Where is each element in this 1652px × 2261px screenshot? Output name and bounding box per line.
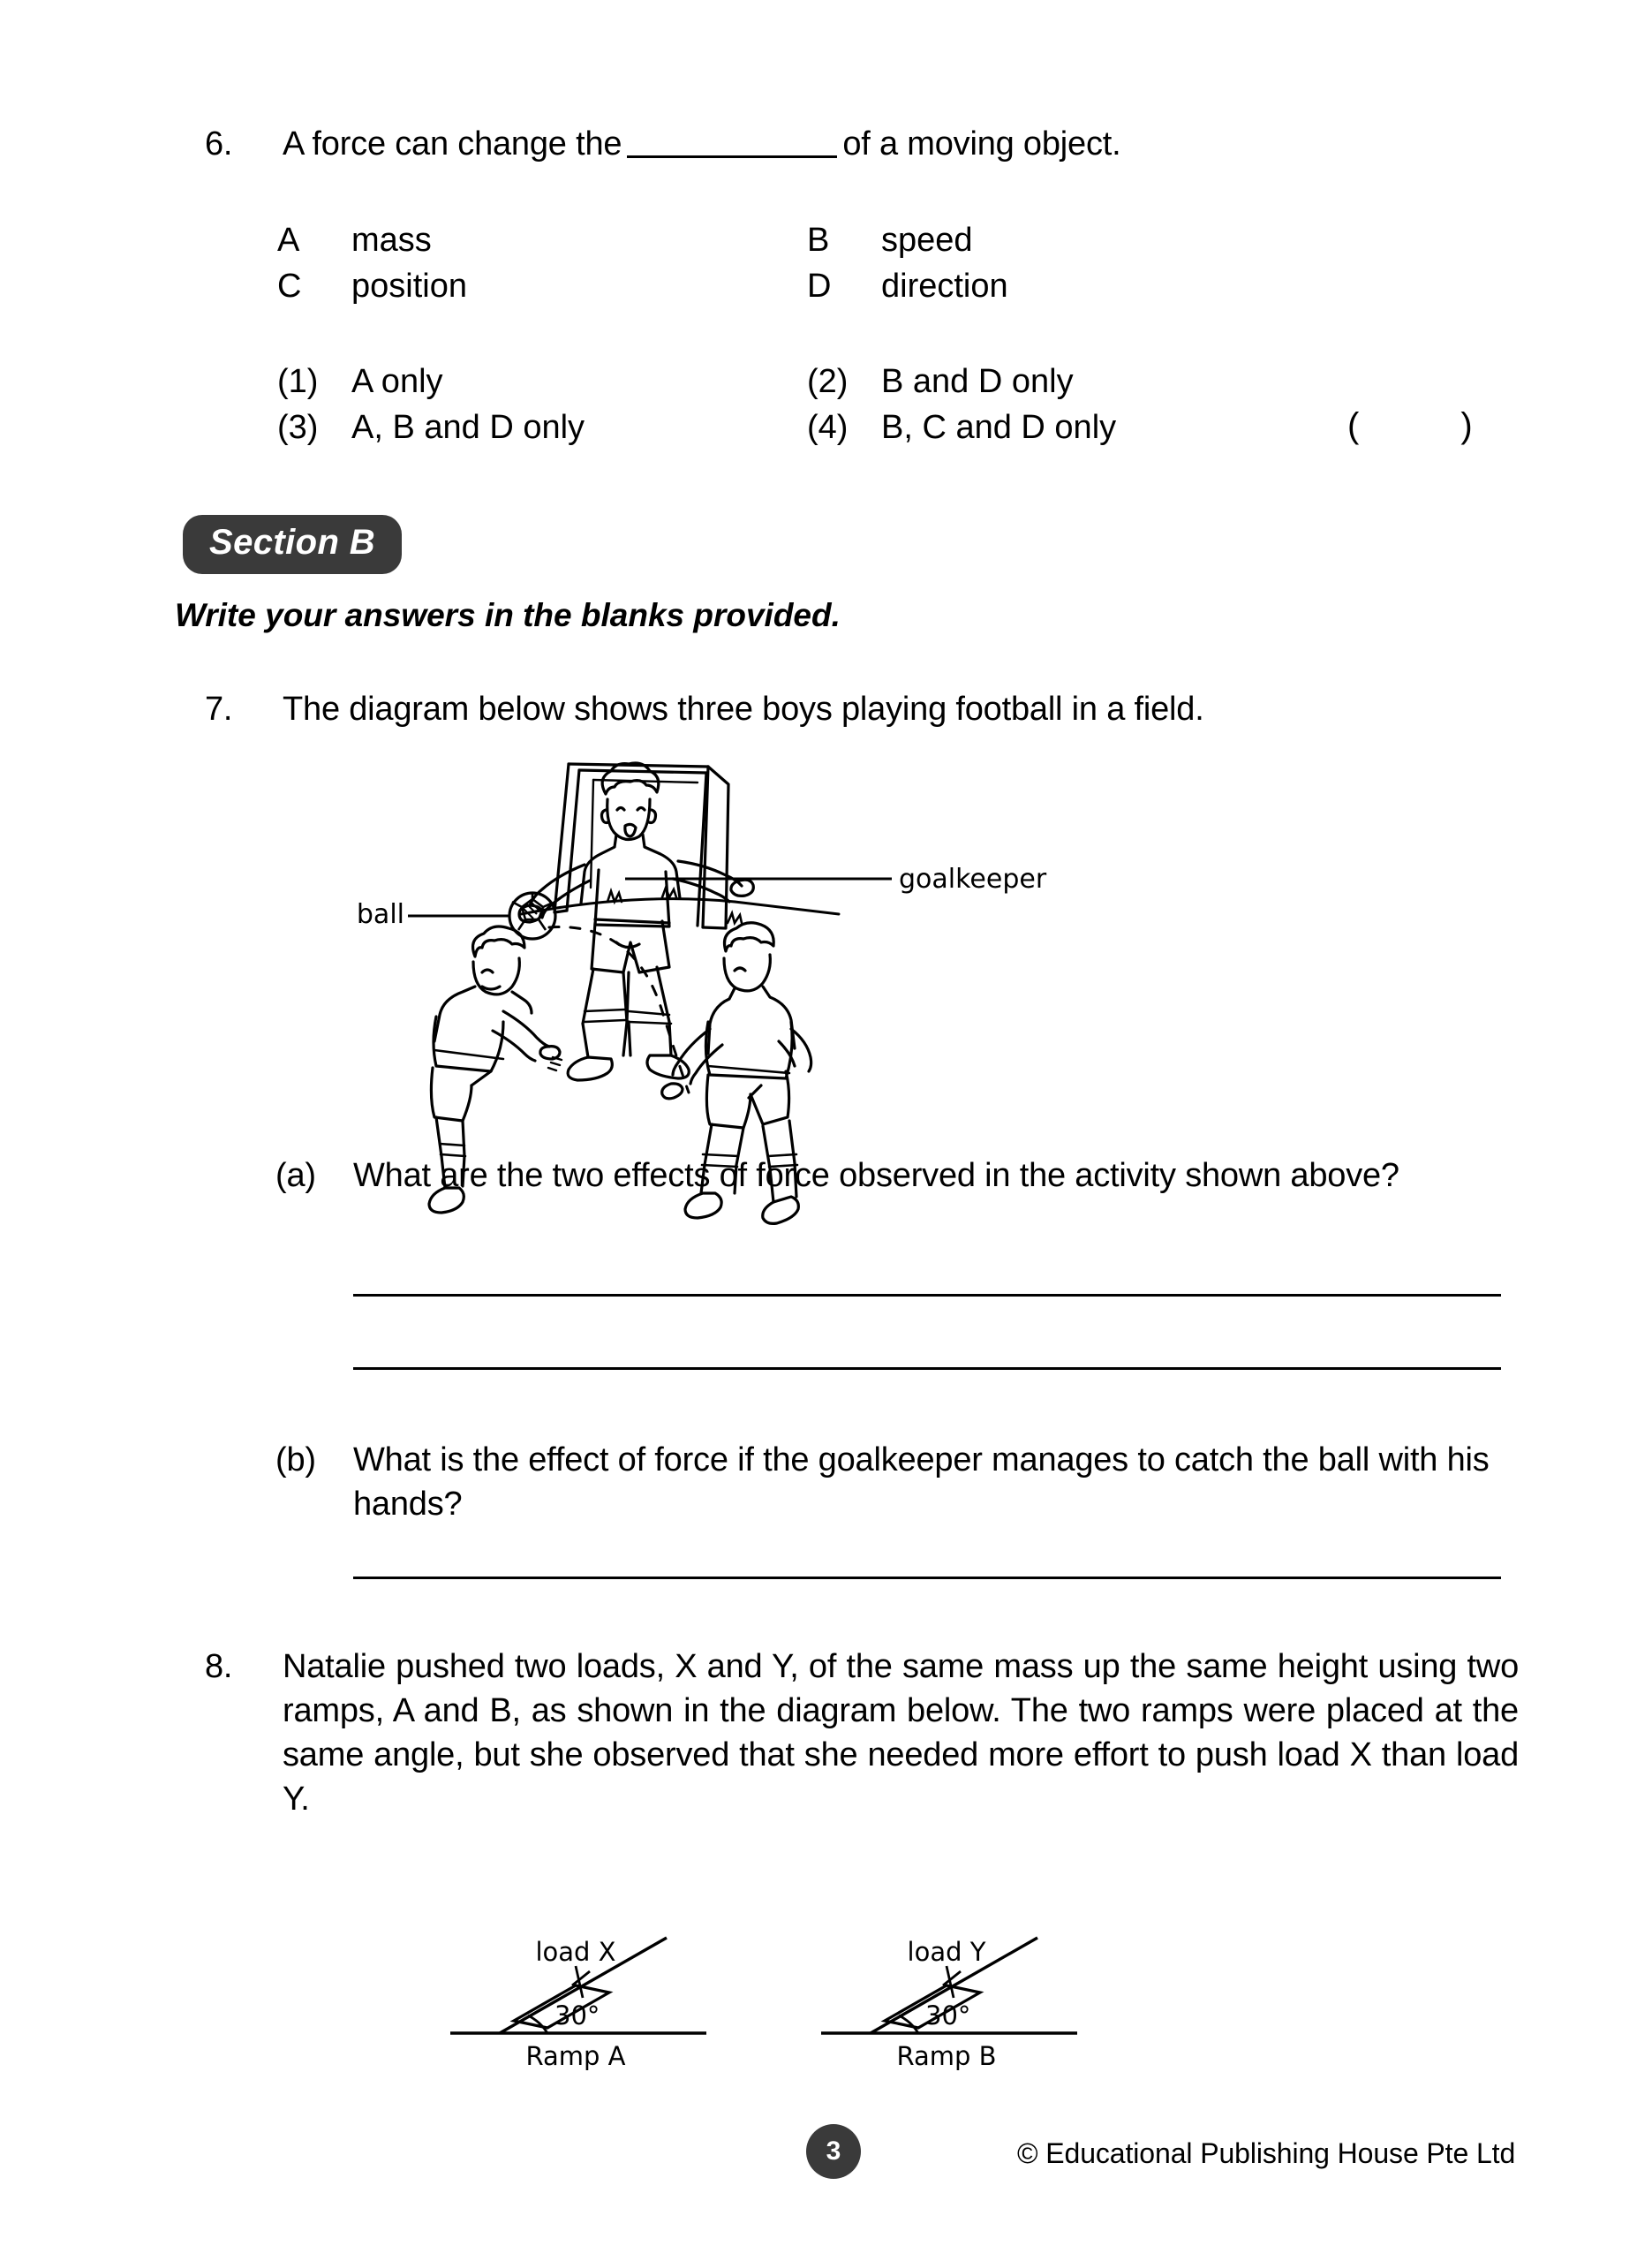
answer-line-7a-2[interactable] bbox=[353, 1367, 1501, 1370]
section-b-instruction: Write your answers in the blanks provided. bbox=[175, 597, 841, 633]
question-7a-label: (a) bbox=[275, 1157, 316, 1194]
choice-2-text[interactable]: B and D only bbox=[881, 363, 1074, 400]
goalkeeper-label: goalkeeper bbox=[899, 864, 1047, 895]
choice-1-text[interactable]: A only bbox=[351, 363, 443, 400]
ramp-b-angle-label: 30° bbox=[925, 2000, 971, 2030]
ramp-b-load-label: load Y bbox=[907, 1937, 986, 1967]
answer-line-7a-1[interactable] bbox=[353, 1294, 1501, 1297]
option-d-letter: D bbox=[807, 268, 832, 305]
ramp-a-name-label: Ramp A bbox=[525, 2041, 626, 2071]
option-d-text[interactable]: direction bbox=[881, 268, 1008, 305]
question-7-number: 7. bbox=[205, 691, 233, 728]
fill-in-blank[interactable] bbox=[627, 132, 837, 158]
choice-2-number: (2) bbox=[807, 363, 849, 400]
copyright-notice: © Educational Publishing House Pte Ltd bbox=[1017, 2137, 1516, 2169]
football-diagram bbox=[356, 746, 1218, 1135]
answer-bracket[interactable]: ( ) bbox=[1347, 406, 1519, 445]
ramp-b-name-label: Ramp B bbox=[896, 2041, 997, 2071]
choice-4-text[interactable]: B, C and D only bbox=[881, 409, 1117, 446]
ramps-diagram bbox=[441, 1872, 1236, 2155]
goal-crossbar-inner bbox=[579, 770, 706, 773]
choice-1-number: (1) bbox=[277, 363, 319, 400]
question-6-stem-before: A force can change the bbox=[283, 125, 622, 163]
question-7a-text: What are the two effects of force observed in the activity shown above? bbox=[353, 1157, 1399, 1194]
question-7-stem: The diagram below shows three boys playing football in a field. bbox=[283, 691, 1204, 728]
ramp-a-group bbox=[450, 1937, 706, 2071]
question-7b-label: (b) bbox=[275, 1441, 316, 1478]
question-8-number: 8. bbox=[205, 1648, 233, 1685]
ramp-a-angle-label: 30° bbox=[554, 2000, 600, 2030]
option-c-text[interactable]: position bbox=[351, 268, 467, 305]
question-6-stem bbox=[283, 122, 1519, 166]
ramp-b-group bbox=[821, 1937, 1077, 2071]
option-a-text[interactable]: mass bbox=[351, 222, 432, 259]
choice-3-text[interactable]: A, B and D only bbox=[351, 409, 585, 446]
question-7b-text: What is the effect of force if the goalkeeper manages to catch the ball with his hands? bbox=[353, 1441, 1490, 1524]
question-6-number: 6. bbox=[205, 125, 233, 163]
page-number-bubble: 3 bbox=[806, 2124, 861, 2179]
choice-4-number: (4) bbox=[807, 409, 849, 446]
grass-tufts bbox=[607, 888, 742, 923]
ramp-a-load-label: load X bbox=[535, 1937, 616, 1967]
answer-line-7b-1[interactable] bbox=[353, 1577, 1501, 1579]
ball-label: ball bbox=[356, 899, 404, 930]
option-a-letter: A bbox=[277, 222, 300, 259]
option-b-text[interactable]: speed bbox=[881, 222, 973, 259]
question-6-stem-after: of a moving object. bbox=[842, 125, 1121, 163]
goal-left-post-outer bbox=[554, 764, 569, 912]
option-c-letter: C bbox=[277, 268, 302, 305]
option-b-letter: B bbox=[807, 222, 830, 259]
choice-3-number: (3) bbox=[277, 409, 319, 446]
question-8-text: Natalie pushed two loads, X and Y, of the same mass up the same height using two ramps, A and B, as shown in the diagram below. The two ramps were placed at the same angle, but she observed that she needed more effort to push load X than load Y. bbox=[283, 1648, 1519, 1819]
section-b-badge: Section B bbox=[183, 515, 402, 574]
